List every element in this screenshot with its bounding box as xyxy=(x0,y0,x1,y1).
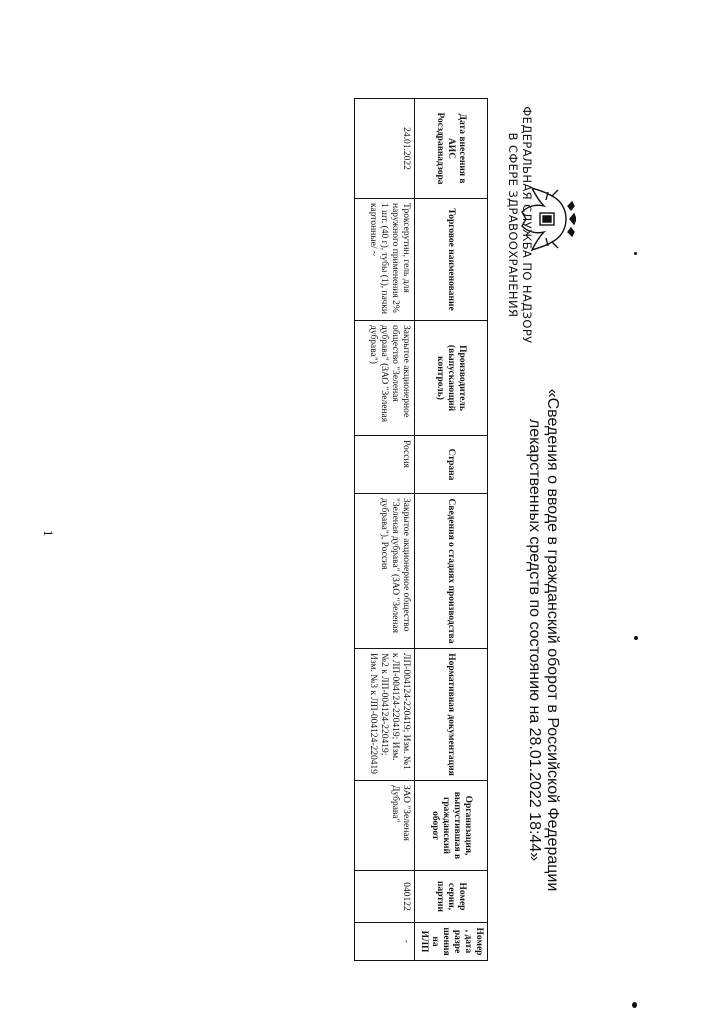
cell-stages: Закрытое акционерное общество "Зеленая дубрава" (ЗАО "Зеленая дубрава"), Россия xyxy=(355,494,415,649)
agency-line-1: ФЕДЕРАЛЬНАЯ СЛУЖБА ПО НАДЗОРУ xyxy=(520,106,534,344)
header-organization: Организация, выпустившая в гражданский оборот xyxy=(415,781,488,871)
cell-date: 24.01.2022 xyxy=(355,99,415,199)
header-stages: Сведения о стадиях производства xyxy=(415,494,488,649)
table-header-row xyxy=(415,99,488,961)
table-row xyxy=(355,99,415,961)
header-date: Дата внесения в АИС Росздравнадзора xyxy=(415,99,488,199)
document-title: «Сведения о вводе в гражданский оборот в Российской Федерации лекарственных средств по состоянию на 28.01.2022 18:44» xyxy=(526,388,561,892)
page-number: 1 xyxy=(41,530,56,537)
cell-normative-docs: ЛП-004124-220419; Изм. №1 к ЛП-004124-220419; Изм. №2 к ЛП-004124-220419; Изм. №3 к ЛП-004124-220419 xyxy=(355,649,415,781)
agency-name xyxy=(506,100,534,350)
cell-manufacturer: Закрытое акционерное общество "Зеленая дубрава" (ЗАО "Зеленая дубрава") xyxy=(355,321,415,436)
scan-speck xyxy=(634,636,638,640)
cell-permit: - xyxy=(355,923,415,961)
agency-line-2: В СФЕРЕ ЗДРАВООХРАНЕНИЯ xyxy=(506,132,520,318)
header-country: Страна xyxy=(415,436,488,494)
header-batch: Номер серии, партии xyxy=(415,871,488,923)
scan-speck xyxy=(634,252,637,255)
cell-country: Россия xyxy=(355,436,415,494)
header-permit: Номер, дата разрешения на ИЛП xyxy=(415,923,488,961)
scan-speck xyxy=(632,1002,637,1008)
header-manufacturer: Производитель (выпускающий контроль) xyxy=(415,321,488,436)
header-trade-name: Торговое наименование xyxy=(415,199,488,321)
cell-batch: 040122 xyxy=(355,871,415,923)
header-normative-docs: Нормативная документация xyxy=(415,649,488,781)
drug-circulation-table xyxy=(354,98,488,961)
cell-trade-name: Троксерутин, гель для наружного применения 2% 1 шт. (40 г), тубы (1), пачки картонные/ ~ xyxy=(355,199,415,321)
cell-organization: ЗАО "Зеленая Дубрава" xyxy=(355,781,415,871)
